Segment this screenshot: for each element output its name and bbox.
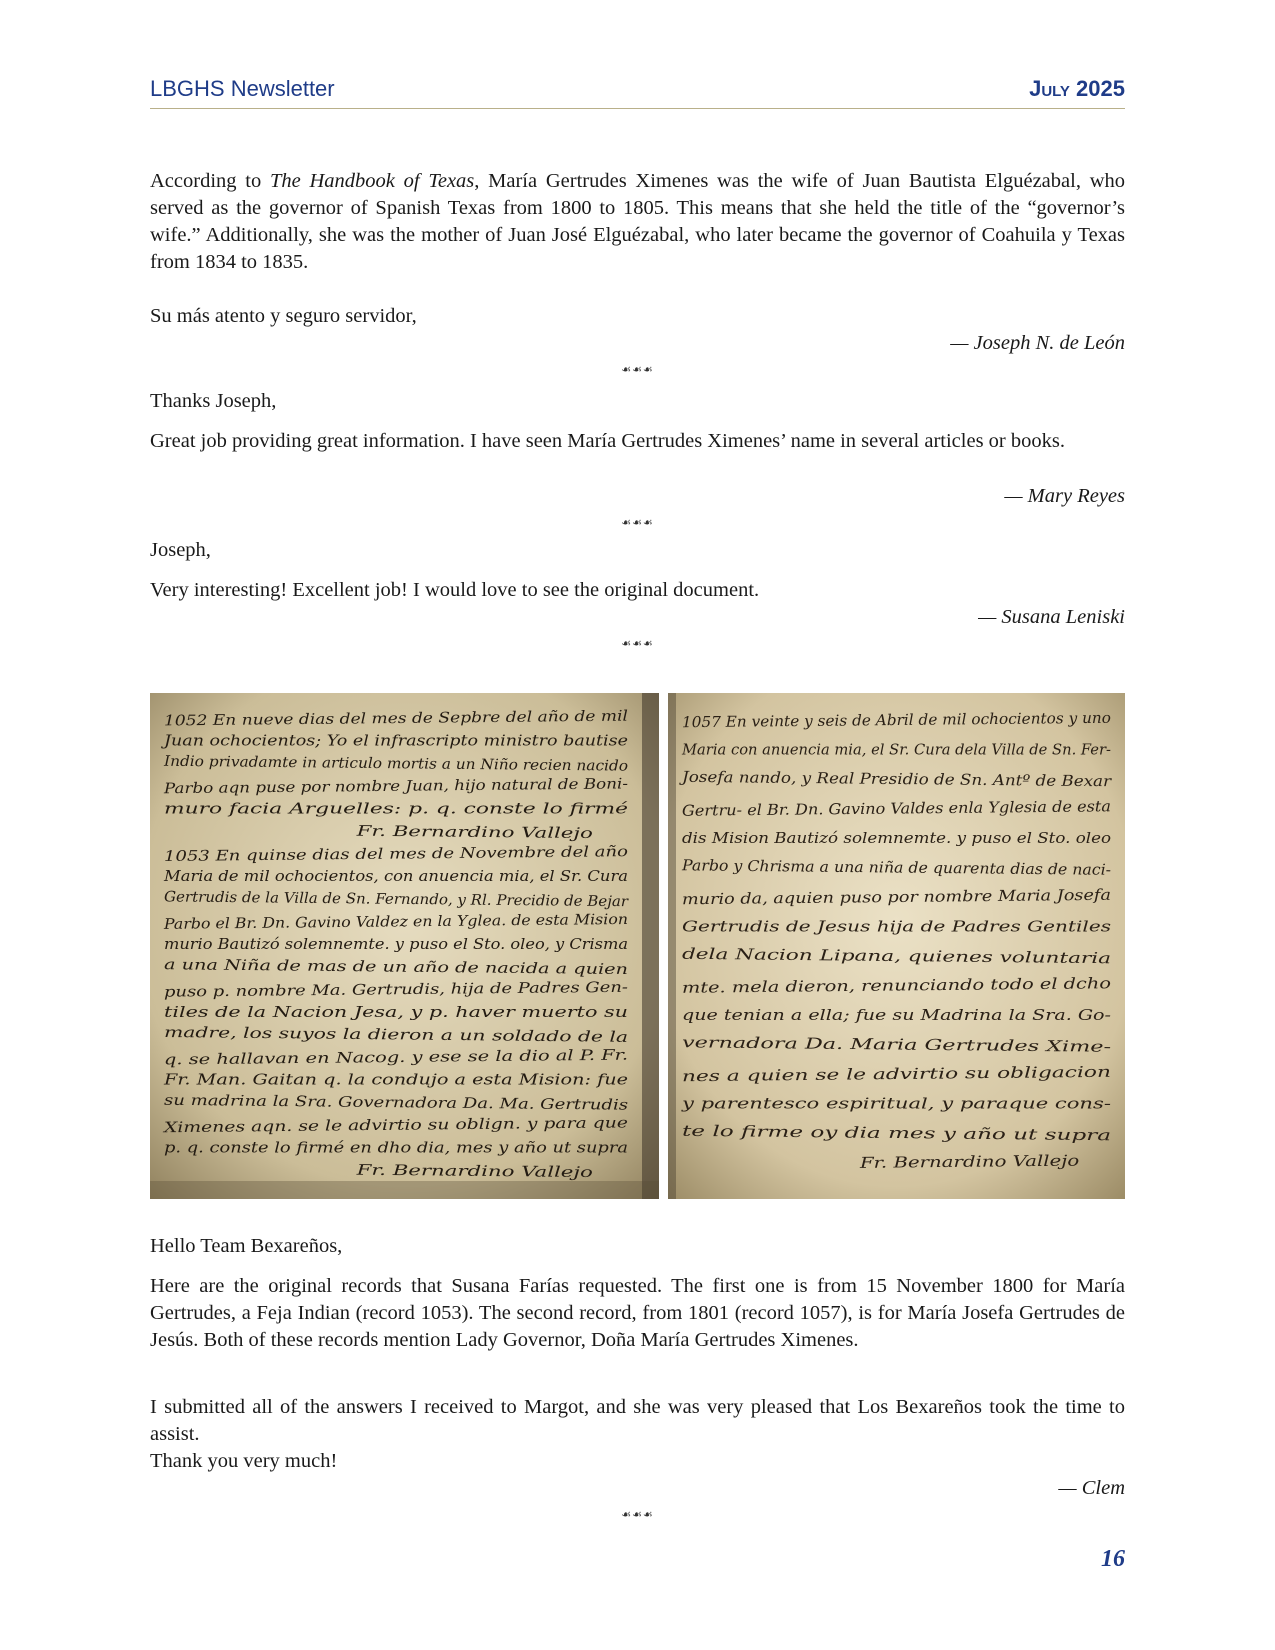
intro-prefix: According to <box>150 170 270 192</box>
record-1057-line: Maria con anuencia mia, el Sr. Cura dela Villa de Sn. Fer- <box>681 740 1111 759</box>
ornament-divider: ☙☙☙ <box>621 638 654 650</box>
record-1057-line: mte. mela dieron, renunciando todo el dcho <box>681 975 1015 997</box>
clem-greeting: Hello Team Bexareños, <box>150 1235 343 1257</box>
record-1053-line: madre, los suyos la dieron a un soldado de la <box>163 1024 496 1045</box>
newsletter-title: LBGHS Newsletter <box>150 76 335 101</box>
record-1057-line: que tenian a ella; fue su Madrina la Sra. Go- <box>682 1006 1111 1024</box>
record-1053-line: Indio privadamte in articulo mortis a un Niño recien nacido <box>163 753 603 775</box>
record-1053-line: puso p. nombre Ma. Gertrudis, hija de Padres Gen- <box>163 980 539 1001</box>
intro-paragraph <box>150 168 1125 276</box>
record-1057-line: Gertrudis de Jesus hija de Padres Gentiles <box>682 917 1112 936</box>
clem-body-1: Here are the original records that Susana Farías requested. The first one is from 15 November 1800 for María Gertrudes, a Feja Indian (record 1053). The second record, from 1801 (record 1057), is for María Josefa Gertrudes de Jesús. Both of these records mention Lady Governor, Doña María Gertrudes Ximenes. <box>150 1275 1125 1351</box>
issue-date: July 2025 <box>1029 76 1125 101</box>
record-1053-line: Parbo aqn puse por nombre Juan, hijo natural de Boni- <box>163 777 567 798</box>
manuscript-right-svg <box>668 693 1125 1199</box>
signature-susana: — Susana Leniski <box>978 606 1125 628</box>
book-title: The Handbook of Texas <box>269 170 475 192</box>
clem-body-2: I submitted all of the answers I received to Margot, and she was very pleased that Los Bexareños took the time to assist. <box>150 1396 1125 1445</box>
record-1057-line: Fr. Bernardino Vallejo <box>859 1152 1027 1172</box>
record-1053-line: Juan ochocientos; Yo el infrascripto ministro bautise <box>160 733 628 750</box>
reply1-greeting: Thanks Joseph, <box>150 390 277 412</box>
ornament-divider: ☙☙☙ <box>621 1509 654 1521</box>
reply1-body: Great job providing great information. I have seen María Gertrudes Ximenes’ name in several articles or books. <box>150 430 1065 452</box>
record-1057-line: vernadora Da. Maria Gertrudes Xime- <box>681 1033 971 1055</box>
record-1053-line: a una Niña de mas de un año de nacida a quien <box>163 957 514 977</box>
record-1057-line: Josefa nando, y Real Presidio de Sn. Antº de Bexar <box>681 767 1067 790</box>
ornament-divider: ☙☙☙ <box>621 364 654 376</box>
reply2-body: Very interesting! Excellent job! I would love to see the original document. <box>150 579 760 601</box>
record-1057-line: dela Nacion Lipana, quienes voluntaria <box>681 944 981 966</box>
record-1057-line: 1057 En veinte y seis de Abril de mil ochocientos y uno <box>681 708 1103 732</box>
record-1057-line: Parbo y Chrisma a una niña de quarenta dias de naci- <box>681 856 1091 879</box>
newsletter-page <box>150 0 1125 1650</box>
signature-joseph: — Joseph N. de León <box>950 332 1125 354</box>
signature-clem: — Clem <box>1058 1477 1125 1499</box>
record-1053-line: p. q. conste lo firmé en dho dia, mes y año ut supra <box>164 1140 628 1157</box>
record-1053-line: Fr. Bernardino Vallejo <box>356 1162 518 1181</box>
record-1057-line: dis Mision Bautizó solemnemte. y puso el Sto. oleo <box>682 829 1111 847</box>
record-1057-line: nes a quien se le advirtio su obligacion <box>681 1064 979 1086</box>
page-header <box>150 74 1125 109</box>
record-1057-line: te lo firme oy dia mes y año ut supra <box>681 1121 961 1143</box>
record-1053-line: Parbo el Br. Dn. Gavino Valdez en la Yglea. de esta Mision <box>163 912 591 933</box>
clem-thanks: Thank you very much! <box>150 1450 338 1472</box>
record-1057-line: murio da, aquien puso por nombre Maria Josefa <box>681 886 1047 909</box>
reply2-greeting: Joseph, <box>150 539 211 561</box>
signature-mary: — Mary Reyes <box>1004 485 1125 507</box>
closing-line: Su más atento y seguro servidor, <box>150 305 417 327</box>
intro-rest: , María Gertrudes Ximenes was the wife of Juan Bautista Elguézabal, who served as the governor of Spanish Texas from 1800 to 1805. This means that she held the title of the “governor’s wife.” Additionally, she was the mother of Juan José Elguézabal, who later became the governor of Coahuila y Texas from 1834 to 1835. <box>150 170 1125 273</box>
page-number: 16 <box>1101 1546 1125 1572</box>
manuscript-left-svg <box>150 693 659 1199</box>
record-1053-line: Fr. Man. Gaitan q. la condujo a esta Mision: fue <box>162 1072 628 1089</box>
record-1053-line: muro facia Arguelles: p. q. conste lo firmé <box>164 801 629 818</box>
record-1053-line: tiles de la Nacion Jesa, y p. haver muerto su <box>164 1004 628 1021</box>
record-1057-line: y parentesco espiritual, y paraque cons- <box>680 1094 1111 1113</box>
record-1053-line: Gertrudis de la Villa de Sn. Fernando, y Rl. Precidio de Bejar <box>163 889 612 911</box>
record-1053-line: murio Bautizó solemnemte. y puso el Sto. oleo, y Crisma <box>164 937 628 953</box>
record-1053-line: 1053 En quinse dias del mes de Novembre del año <box>163 845 538 866</box>
record-1053-line: 1052 En nueve dias del mes de Sepbre del año de mil <box>163 709 559 730</box>
record-1053-line: q. se hallavan en Nacog. y ese se la dio al P. Fr. <box>163 1048 511 1069</box>
baptism-record-1053-image <box>150 693 659 1199</box>
ornament-divider: ☙☙☙ <box>621 517 654 529</box>
baptism-record-1057-image <box>668 693 1125 1199</box>
record-1053-line: su madrina la Sra. Governadora Da. Ma. Gertrudis <box>163 1092 537 1113</box>
record-1053-line: Fr. Bernardino Vallejo <box>356 823 518 842</box>
record-1053-line: Maria de mil ochocientos, con anuencia mia, el Sr. Cura <box>162 869 628 886</box>
record-1053-line: Ximenes aqn. se le advirtio su oblign. y para que <box>163 1116 523 1137</box>
record-1057-line: Gertru- el Br. Dn. Gavino Valdes enla Yglesia de esta <box>681 797 1082 820</box>
